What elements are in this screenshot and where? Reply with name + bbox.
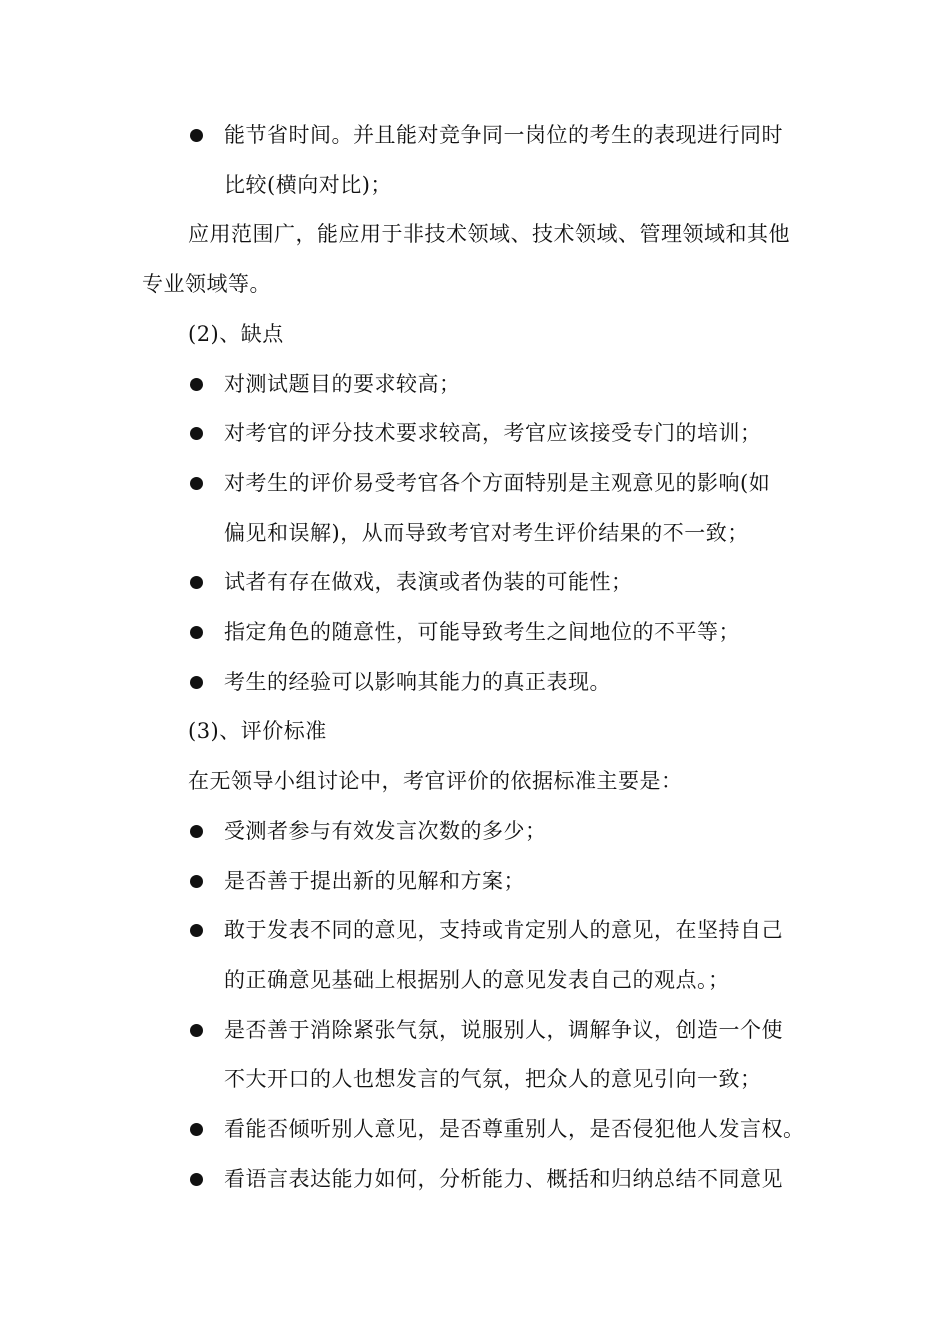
paragraph-line: 偏见和误解)，从而导致考官对考生评价结果的不一致； bbox=[224, 521, 749, 545]
paragraph-line: 的正确意见基础上根据别人的意见发表自己的观点。； bbox=[224, 968, 730, 992]
bullet-item-text: 试者有存在做戏，表演或者伪装的可能性； bbox=[224, 570, 633, 594]
bullet-icon bbox=[190, 129, 203, 142]
bullet-icon bbox=[190, 477, 203, 490]
bullet-item-text: 指定角色的随意性，可能导致考生之间地位的不平等； bbox=[224, 620, 740, 644]
bullet-item-text: 对考官的评分技术要求较高，考官应该接受专门的培训； bbox=[224, 421, 762, 445]
bullet-item-text: 看语言表达能力如何，分析能力、概括和归纳总结不同意见 bbox=[224, 1167, 783, 1191]
bullet-item-text: 能节省时间。并且能对竞争同一岗位的考生的表现进行同时 bbox=[224, 123, 783, 147]
bullet-item-text: 考生的经验可以影响其能力的真正表现。 bbox=[224, 670, 611, 694]
bullet-icon bbox=[190, 924, 203, 937]
bullet-item-text: 敢于发表不同的意见，支持或肯定别人的意见，在坚持自己 bbox=[224, 918, 783, 942]
bullet-item-text: 看能否倾听别人意见，是否尊重别人，是否侵犯他人发言权。 bbox=[224, 1117, 805, 1141]
paragraph-line: (2)、缺点 bbox=[188, 322, 284, 346]
paragraph-line: 比较(横向对比)； bbox=[224, 173, 392, 197]
paragraph-line: 应用范围广，能应用于非技术领域、技术领域、管理领域和其他 bbox=[188, 222, 790, 246]
paragraph-line: 专业领域等。 bbox=[142, 272, 271, 296]
bullet-icon bbox=[190, 825, 203, 838]
bullet-item-text: 对测试题目的要求较高； bbox=[224, 372, 461, 396]
bullet-icon bbox=[190, 626, 203, 639]
bullet-icon bbox=[190, 1173, 203, 1186]
bullet-icon bbox=[190, 1024, 203, 1037]
bullet-icon bbox=[190, 378, 203, 391]
bullet-item-text: 是否善于消除紧张气氛，说服别人，调解争议，创造一个使 bbox=[224, 1018, 783, 1042]
paragraph-line: (3)、评价标准 bbox=[188, 719, 327, 743]
bullet-icon bbox=[190, 875, 203, 888]
paragraph-line: 不大开口的人也想发言的气氛，把众人的意见引向一致； bbox=[224, 1067, 762, 1091]
bullet-icon bbox=[190, 676, 203, 689]
bullet-item-text: 受测者参与有效发言次数的多少； bbox=[224, 819, 547, 843]
bullet-icon bbox=[190, 576, 203, 589]
bullet-icon bbox=[190, 427, 203, 440]
bullet-item-text: 对考生的评价易受考官各个方面特别是主观意见的影响(如 bbox=[224, 471, 771, 495]
paragraph-line: 在无领导小组讨论中，考官评价的依据标准主要是： bbox=[188, 769, 683, 793]
bullet-icon bbox=[190, 1123, 203, 1136]
bullet-item-text: 是否善于提出新的见解和方案； bbox=[224, 869, 525, 893]
